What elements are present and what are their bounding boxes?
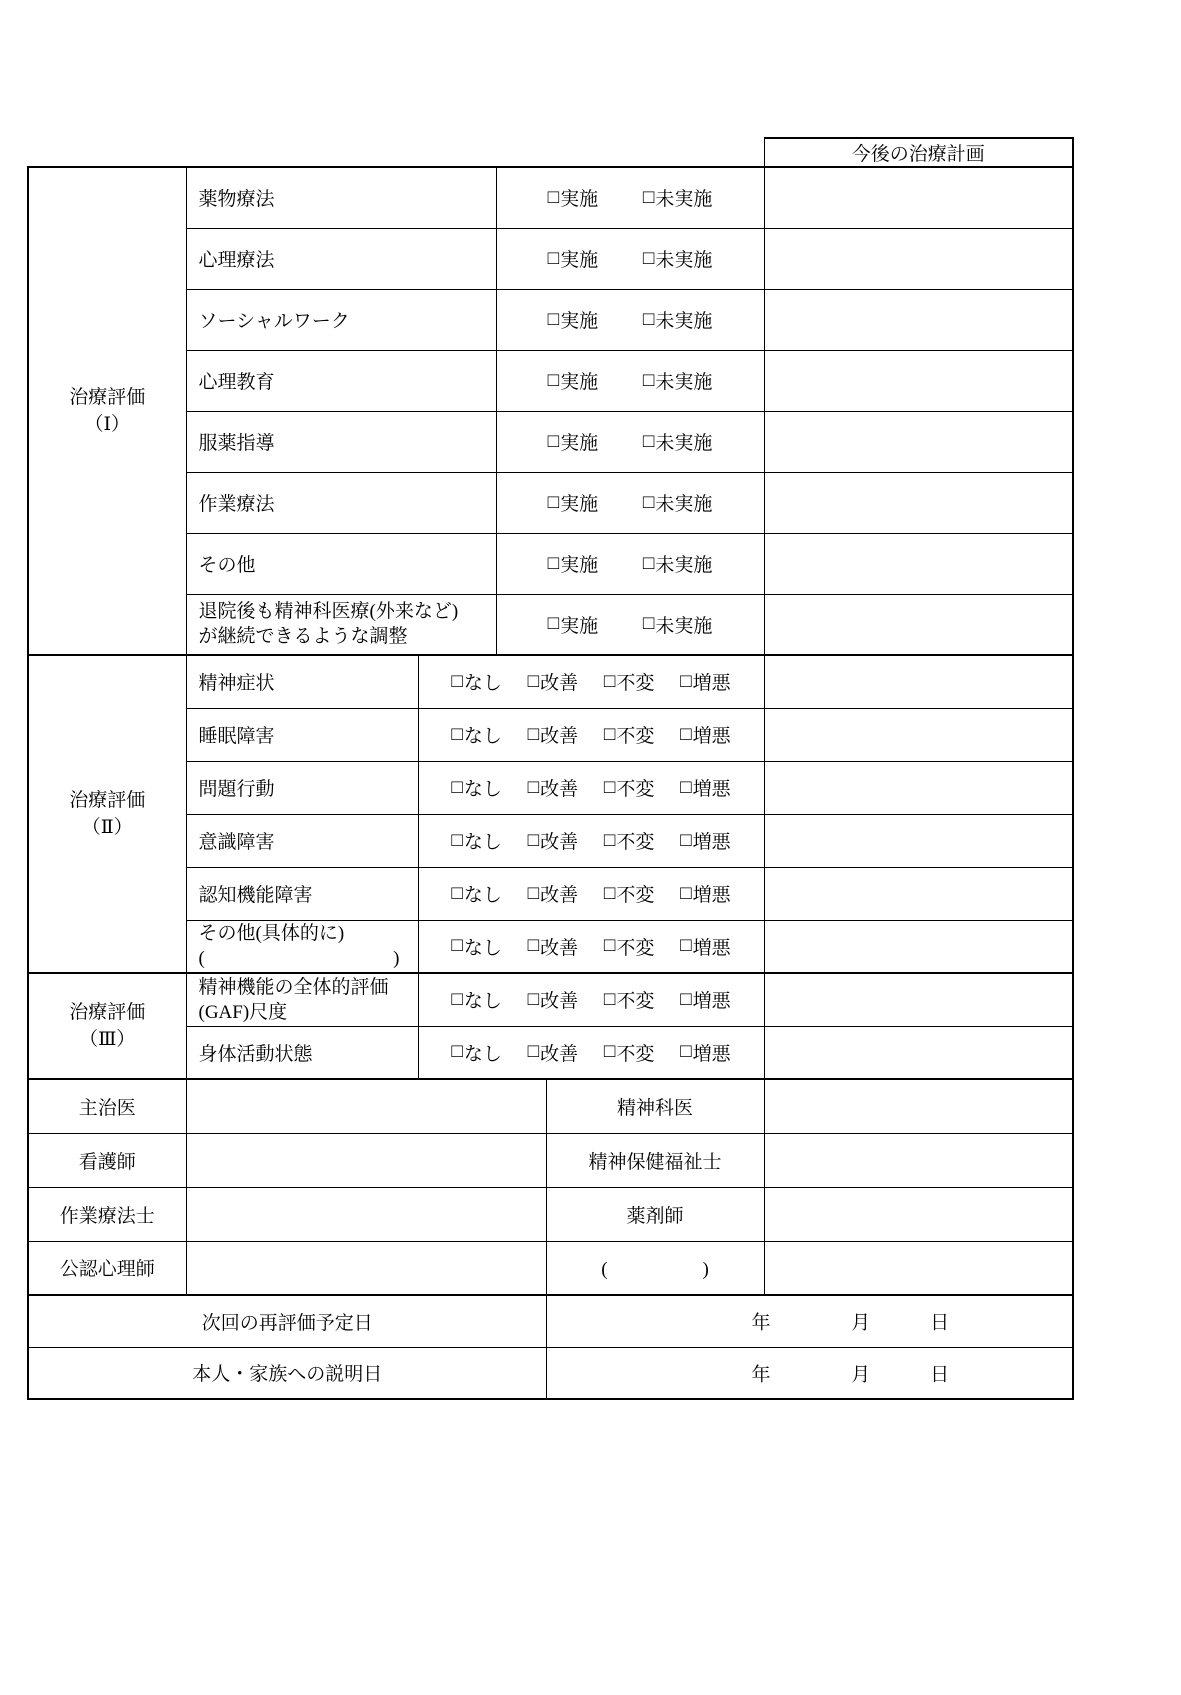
checkbox-icon: □ [527,1041,540,1063]
checkbox-improved[interactable] [528,668,579,695]
checkbox-label: 不変 [616,673,655,695]
checkbox-label: 実施 [560,433,599,454]
checkbox-label: 不変 [616,991,655,1013]
checkbox-icon: □ [680,829,692,851]
plan-cell[interactable] [764,350,1073,411]
treatment-item-label: ソーシャルワーク [198,311,350,332]
checkbox-icon: □ [451,829,463,851]
checkbox-icon: □ [527,988,540,1010]
staff-role-other-parens: ( ) [546,1241,764,1295]
symptom-item-label: 精神症状 [198,673,275,695]
checkbox-not-implemented[interactable] [643,367,713,394]
checkbox-none[interactable] [451,986,502,1013]
checkbox-unchanged[interactable] [604,721,655,748]
checkbox-worsened[interactable] [680,933,731,960]
section1-label-line2: （Ⅰ） [84,414,130,435]
symptom-item-cell [186,708,418,761]
checkbox-icon: □ [680,988,692,1010]
implementation-checkbox-cell [496,289,764,350]
checkbox-improved[interactable] [528,721,579,748]
checkbox-implemented[interactable] [548,367,599,394]
checkbox-icon: □ [642,186,655,208]
checkbox-label: 増悪 [692,1043,731,1065]
checkbox-improved[interactable] [528,774,579,801]
checkbox-label: なし [463,779,502,800]
staff-label-certified-psychologist: 公認心理師 [28,1241,186,1295]
checkbox-icon: □ [642,369,655,391]
symptom-item-label: 認知機能障害 [198,885,313,906]
status-checkbox-cell [418,1026,764,1079]
plan-cell[interactable] [764,228,1073,289]
month-label: 月 [851,1312,871,1334]
plan-column-header: 今後の治療計画 [764,138,1073,167]
staff-role-psychiatrist: 精神科医 [546,1079,764,1133]
checkbox-icon: □ [642,491,655,513]
checkbox-worsened[interactable] [680,668,731,695]
checkbox-icon: □ [680,935,692,957]
checkbox-icon: □ [680,882,692,904]
staff-label-nurse: 看護師 [28,1133,186,1187]
implementation-checkbox-cell [496,411,764,472]
checkbox-icon: □ [451,935,463,957]
checkbox-none[interactable] [451,668,502,695]
plan-cell[interactable] [764,920,1073,973]
checkbox-worsened[interactable] [680,827,731,854]
checkbox-worsened[interactable] [680,1039,731,1066]
checkbox-icon: □ [451,882,463,904]
treatment-item-cell [186,594,496,655]
checkbox-icon: □ [527,670,540,692]
status-checkbox-cell [418,973,764,1026]
treatment-item-cell [186,533,496,594]
staff-label-occupational-therapist: 作業療法士 [28,1187,186,1241]
checkbox-icon: □ [451,776,463,798]
checkbox-label: 改善 [540,991,579,1013]
signature-cell[interactable] [186,1241,546,1295]
checkbox-label: 未実施 [655,433,713,454]
checkbox-none[interactable] [451,1039,502,1066]
checkbox-icon: □ [451,1041,463,1063]
implementation-checkbox-cell [496,472,764,533]
checkbox-unchanged[interactable] [604,774,655,801]
signature-cell[interactable] [764,1241,1073,1295]
treatment-item-cell [186,167,496,228]
checkbox-icon: □ [547,247,560,269]
checkbox-not-implemented[interactable] [643,428,713,455]
day-label: 日 [930,1312,950,1334]
checkbox-implemented[interactable] [548,306,599,333]
checkbox-label: 実施 [560,311,599,332]
checkbox-label: なし [463,885,502,906]
checkbox-improved[interactable] [528,1039,579,1066]
checkbox-icon: □ [603,935,616,957]
checkbox-icon: □ [547,186,560,208]
symptom-item-label-line1: その他(具体的に) [198,923,345,945]
checkbox-implemented[interactable] [548,611,599,638]
treatment-item-label: 心理療法 [198,250,275,271]
checkbox-label: 増悪 [692,991,731,1013]
status-checkbox-cell [418,920,764,973]
symptom-item-label: 意識障害 [198,832,275,853]
checkbox-label: 不変 [616,1043,655,1065]
month-label: 月 [851,1364,871,1386]
plan-cell[interactable] [764,814,1073,867]
treatment-item-label-line2: が継続できるような調整 [198,626,408,648]
checkbox-label: 実施 [560,615,599,637]
checkbox-implemented[interactable] [548,550,599,577]
plan-cell[interactable] [764,167,1073,228]
checkbox-label: 実施 [560,494,599,515]
checkbox-icon: □ [603,829,616,851]
physical-item-cell [186,1026,418,1079]
symptom-item-paren-line [199,946,418,971]
checkbox-icon: □ [527,829,540,851]
checkbox-unchanged[interactable] [604,880,655,907]
checkbox-icon: □ [642,552,655,574]
checkbox-worsened[interactable] [680,721,731,748]
signature-cell[interactable] [186,1079,546,1133]
checkbox-implemented[interactable] [548,489,599,516]
checkbox-label: 増悪 [692,885,731,906]
gaf-item-cell [186,973,418,1026]
checkbox-improved[interactable] [528,827,579,854]
checkbox-not-implemented[interactable] [643,184,713,211]
section2-label-line2: （Ⅱ） [81,817,133,838]
checkbox-unchanged[interactable] [604,933,655,960]
checkbox-label: 不変 [616,832,655,853]
next-reevaluation-date-label: 次回の再評価予定日 [28,1295,546,1347]
staff-label-attending-doctor: 主治医 [28,1079,186,1133]
symptom-item-cell [186,761,418,814]
checkbox-not-implemented[interactable] [643,550,713,577]
implementation-checkbox-cell [496,533,764,594]
checkbox-icon: □ [642,308,655,330]
paren-close: ) [393,948,400,970]
checkbox-icon: □ [642,247,655,269]
gaf-item-label-line2: (GAF)尺度 [198,1001,288,1023]
treatment-item-label: 薬物療法 [198,189,275,211]
plan-cell[interactable] [764,472,1073,533]
year-label: 年 [751,1364,771,1386]
checkbox-improved[interactable] [528,986,579,1013]
symptom-item-cell [186,867,418,920]
checkbox-icon: □ [451,988,463,1010]
checkbox-label: 未実施 [655,615,713,637]
plan-cell[interactable] [764,289,1073,350]
staff-role-pharmacist: 薬剤師 [546,1187,764,1241]
checkbox-worsened[interactable] [680,880,731,907]
checkbox-label: なし [463,1043,502,1065]
checkbox-label: 改善 [540,673,579,695]
checkbox-icon: □ [547,552,560,574]
section3-label-line1: 治療評価 [69,1002,146,1023]
status-checkbox-cell [418,761,764,814]
checkbox-label: 増悪 [692,832,731,853]
treatment-item-label: その他 [198,555,256,576]
treatment-item-cell [186,411,496,472]
checkbox-icon: □ [527,776,540,798]
status-checkbox-cell [418,655,764,708]
checkbox-implemented[interactable] [548,245,599,272]
checkbox-label: 増悪 [692,937,731,959]
checkbox-icon: □ [680,670,692,692]
checkbox-icon: □ [680,1041,692,1063]
checkbox-unchanged[interactable] [604,1039,655,1066]
checkbox-label: 実施 [560,189,599,211]
checkbox-label: なし [463,832,502,853]
checkbox-label: 改善 [540,779,579,800]
staff-role-psychiatric-social-worker: 精神保健福祉士 [546,1133,764,1187]
checkbox-unchanged[interactable] [604,827,655,854]
section1-label-line1: 治療評価 [69,387,146,408]
checkbox-label: 不変 [616,779,655,800]
treatment-item-cell [186,472,496,533]
checkbox-icon: □ [527,723,540,745]
checkbox-icon: □ [527,882,540,904]
checkbox-none[interactable] [451,774,502,801]
signature-cell[interactable] [186,1187,546,1241]
checkbox-label: 改善 [540,726,579,747]
plan-cell[interactable] [764,594,1073,655]
checkbox-icon: □ [680,776,692,798]
plan-cell[interactable] [764,761,1073,814]
plan-cell[interactable] [764,973,1073,1026]
next-reevaluation-date-cell[interactable] [546,1295,1073,1347]
checkbox-label: なし [463,726,502,747]
status-checkbox-cell [418,867,764,920]
implementation-checkbox-cell [496,228,764,289]
symptom-item-label: 睡眠障害 [198,726,275,747]
treatment-item-label-line1: 退院後も精神科医療(外来など) [198,601,459,623]
section2-label-cell [28,655,186,973]
checkbox-label: 未実施 [655,372,713,393]
checkbox-icon: □ [603,670,616,692]
checkbox-not-implemented[interactable] [643,611,713,638]
paren-open: ( [198,948,205,970]
plan-cell[interactable] [764,867,1073,920]
checkbox-implemented[interactable] [548,184,599,211]
signature-cell[interactable] [186,1133,546,1187]
header-spacer [28,138,764,167]
implementation-checkbox-cell [496,594,764,655]
checkbox-unchanged[interactable] [604,668,655,695]
checkbox-label: 改善 [540,937,579,959]
checkbox-label: 未実施 [655,189,713,211]
plan-cell[interactable] [764,1026,1073,1079]
implementation-checkbox-cell [496,350,764,411]
checkbox-improved[interactable] [528,933,579,960]
implementation-checkbox-cell [496,167,764,228]
checkbox-icon: □ [547,613,560,635]
checkbox-label: 不変 [616,726,655,747]
checkbox-icon: □ [603,1041,616,1063]
plan-cell[interactable] [764,411,1073,472]
explanation-date-cell[interactable] [546,1347,1073,1399]
checkbox-label: 改善 [540,832,579,853]
treatment-item-label: 服薬指導 [198,433,275,454]
checkbox-improved[interactable] [528,880,579,907]
checkbox-icon: □ [547,308,560,330]
checkbox-label: なし [463,991,502,1013]
signature-cell[interactable] [764,1133,1073,1187]
day-label: 日 [930,1364,950,1386]
section3-label-cell [28,973,186,1079]
checkbox-not-implemented[interactable] [643,245,713,272]
checkbox-label: なし [463,937,502,959]
checkbox-unchanged[interactable] [604,986,655,1013]
checkbox-icon: □ [642,613,655,635]
checkbox-icon: □ [547,369,560,391]
checkbox-icon: □ [603,882,616,904]
signature-cell[interactable] [764,1079,1073,1133]
checkbox-label: 未実施 [655,555,713,576]
treatment-item-cell [186,228,496,289]
plan-cell[interactable] [764,655,1073,708]
plan-cell[interactable] [764,533,1073,594]
symptom-item-label: 問題行動 [198,779,275,800]
checkbox-none[interactable] [451,880,502,907]
checkbox-label: 実施 [560,250,599,271]
status-checkbox-cell [418,708,764,761]
checkbox-label: なし [463,673,502,695]
physical-item-label: 身体活動状態 [198,1043,313,1065]
checkbox-icon: □ [603,988,616,1010]
status-checkbox-cell [418,814,764,867]
checkbox-label: 改善 [540,885,579,906]
checkbox-label: 実施 [560,372,599,393]
checkbox-none[interactable] [451,827,502,854]
treatment-evaluation-table [27,137,1074,1400]
checkbox-icon: □ [547,491,560,513]
checkbox-icon: □ [680,723,692,745]
checkbox-not-implemented[interactable] [643,489,713,516]
gaf-item-label-line1: 精神機能の全体的評価 [198,976,389,998]
checkbox-implemented[interactable] [548,428,599,455]
checkbox-worsened[interactable] [680,774,731,801]
checkbox-icon: □ [527,935,540,957]
checkbox-label: 実施 [560,555,599,576]
year-label: 年 [751,1312,771,1334]
checkbox-icon: □ [451,723,463,745]
treatment-item-label: 作業療法 [198,494,275,515]
checkbox-label: 未実施 [655,250,713,271]
treatment-item-label: 心理教育 [198,372,275,393]
checkbox-not-implemented[interactable] [643,306,713,333]
symptom-item-cell [186,655,418,708]
checkbox-label: 改善 [540,1043,579,1065]
checkbox-label: 未実施 [655,311,713,332]
checkbox-label: 増悪 [692,779,731,800]
checkbox-none[interactable] [451,933,502,960]
checkbox-icon: □ [642,430,655,452]
treatment-item-cell [186,289,496,350]
section3-label-line2: （Ⅲ） [79,1029,136,1050]
checkbox-label: 未実施 [655,494,713,515]
checkbox-icon: □ [451,670,463,692]
checkbox-icon: □ [547,430,560,452]
plan-cell[interactable] [764,708,1073,761]
explanation-date-label: 本人・家族への説明日 [28,1347,546,1399]
checkbox-label: 増悪 [692,673,731,695]
symptom-item-cell [186,920,418,973]
checkbox-worsened[interactable] [680,986,731,1013]
checkbox-icon: □ [603,776,616,798]
checkbox-icon: □ [603,723,616,745]
treatment-item-cell [186,350,496,411]
checkbox-label: 不変 [616,937,655,959]
checkbox-label: 増悪 [692,726,731,747]
checkbox-none[interactable] [451,721,502,748]
section2-label-line1: 治療評価 [69,790,146,811]
signature-cell[interactable] [764,1187,1073,1241]
section1-label-cell [28,167,186,655]
symptom-item-cell [186,814,418,867]
checkbox-label: 不変 [616,885,655,906]
